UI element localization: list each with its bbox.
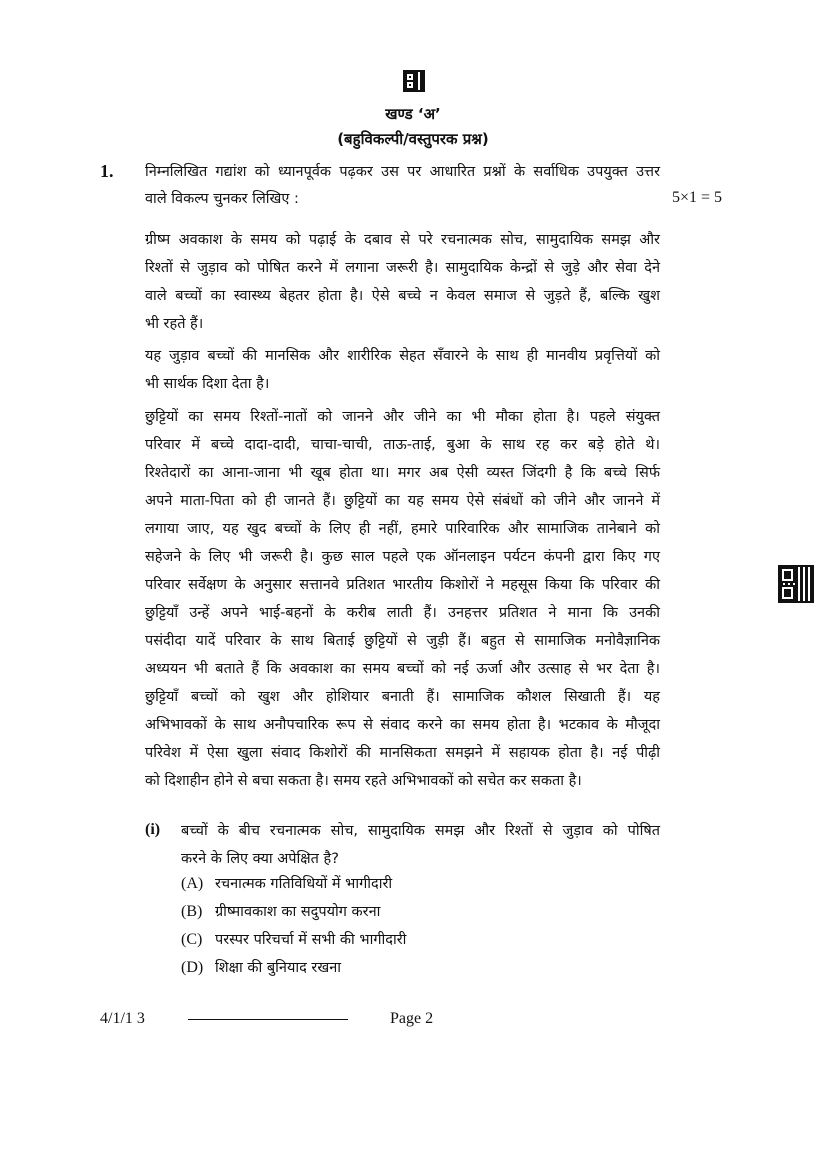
passage-line: रिश्तों से जुड़ाव को पोषित करने में लगाना जरूरी है। सामुदायिक केन्द्रों से जुड़े और सेवा देने <box>145 260 660 276</box>
passage-line: भी सार्थक दिशा देता है। <box>145 376 270 392</box>
passage-line: छुट्टियों का समय रिश्तों-नातों को जानने और जीने का भी मौका होता है। पहले संयुक्त <box>145 409 660 425</box>
footer-divider <box>188 1019 348 1020</box>
passage-line: परिवेश में ऐसा खुला संवाद किशोरों की मानसिकता समझने में सहायक होता है। नई पीढ़ी <box>145 745 660 761</box>
paper-code: 4/1/1 3 <box>100 1010 145 1027</box>
section-subtitle: (बहुविकल्पी/वस्तुपरक प्रश्न) <box>337 130 489 148</box>
passage-line: यह जुड़ाव बच्चों की मानसिक और शारीरिक सेहत सँवारने के साथ ही मानवीय प्रवृत्तियों को <box>145 348 660 364</box>
subquestion-number: (i) <box>145 821 161 838</box>
passage-line: छुट्टियाँ उन्हें अपने भाई-बहनों के करीब लाती हैं। उनहत्तर प्रतिशत ने माना कि उनकी <box>145 605 660 621</box>
passage-line: अभिभावकों के साथ अनौपचारिक रूप से संवाद करने का समय होता है। भटकाव के मौजूदा <box>145 717 660 733</box>
option-d[interactable] <box>181 958 341 978</box>
option-text: ग्रीष्मावकाश का सदुपयोग करना <box>215 904 381 920</box>
option-c[interactable] <box>181 930 406 950</box>
passage-line: अपने माता-पिता को ही जानते हैं। छुट्टियों का यह समय ऐसे संबंधों को जीने और जानने में <box>145 493 660 509</box>
passage-line: को दिशाहीन होने से बचा सकता है। समय रहते अभिभावकों को सचेत कर सकता है। <box>145 773 582 789</box>
option-label: (C) <box>181 931 203 948</box>
option-label: (B) <box>181 903 203 920</box>
page-number: Page 2 <box>390 1010 434 1027</box>
marks: 5×1 = 5 <box>672 189 723 206</box>
passage-line: भी रहते हैं। <box>145 316 204 332</box>
passage-line: अध्ययन भी बताते हैं कि अवकाश का समय बच्चों को नई ऊर्जा और उत्साह से भर देता है। <box>145 661 660 677</box>
passage-line: सहेजने के लिए भी जरूरी है। कुछ साल पहले एक ऑनलाइन पर्यटन कंपनी द्वारा किए गए <box>145 549 660 565</box>
subquestion-line: बच्चों के बीच रचनात्मक सोच, सामुदायिक समझ और रिश्तों से जुड़ाव को पोषित <box>181 823 660 839</box>
option-text: शिक्षा की बुनियाद रखना <box>215 960 342 976</box>
section-title: खण्ड ‘अ’ <box>385 105 441 123</box>
option-a[interactable] <box>181 874 392 894</box>
instruction-line: वाले विकल्प चुनकर लिखिए : <box>145 191 299 207</box>
question-number: 1. <box>100 161 114 181</box>
option-b[interactable] <box>181 902 380 922</box>
passage-line: पसंदीदा यादें परिवार के साथ बिताई छुट्टियों से जुड़ी हैं। बहुत से सामाजिक मनोवैज्ञानिक <box>145 633 660 649</box>
passage-line: ग्रीष्म अवकाश के समय को पढ़ाई के दबाव से परे रचनात्मक सोच, सामुदायिक समझ और <box>145 232 660 248</box>
qr-code-top <box>403 70 425 92</box>
option-label: (D) <box>181 959 204 976</box>
option-text: परस्पर परिचर्चा में सभी की भागीदारी <box>215 932 407 948</box>
passage-line: रिश्तेदारों का आना-जाना भी खूब होता था। मगर अब ऐसी व्यस्त जिंदगी है कि बच्चे सिर्फ <box>145 465 660 481</box>
qr-code-side <box>778 565 814 603</box>
option-text: रचनात्मक गतिविधियों में भागीदारी <box>215 876 393 892</box>
passage-line: परिवार सर्वेक्षण के अनुसार सत्तानवे प्रतिशत भारतीय किशोरों ने महसूस किया कि परिवार की <box>145 577 660 593</box>
passage-line: परिवार में बच्चे दादा-दादी, चाचा-चाची, ताऊ-ताई, बुआ के साथ रह कर बड़े होते थे। <box>145 437 660 453</box>
passage-line: वाले बच्चों का स्वास्थ्य बेहतर होता है। ऐसे बच्चे न केवल समाज से जुड़ते हैं, बल्कि खुश <box>145 288 660 304</box>
option-label: (A) <box>181 875 204 892</box>
passage-line: लगाया जाए, यह खुद बच्चों के लिए ही नहीं, हमारे पारिवारिक और सामाजिक तानेबाने को <box>145 521 660 537</box>
subquestion-line: करने के लिए क्या अपेक्षित है? <box>181 851 339 867</box>
instruction-line: निम्नलिखित गद्यांश को ध्यानपूर्वक पढ़कर उस पर आधारित प्रश्नों के सर्वाधिक उपयुक्त उत्तर <box>145 164 660 180</box>
passage-line: छुट्टियाँ बच्चों को खुश और होशियार बनाती हैं। सामाजिक कौशल सिखाती हैं। यह <box>145 689 660 705</box>
